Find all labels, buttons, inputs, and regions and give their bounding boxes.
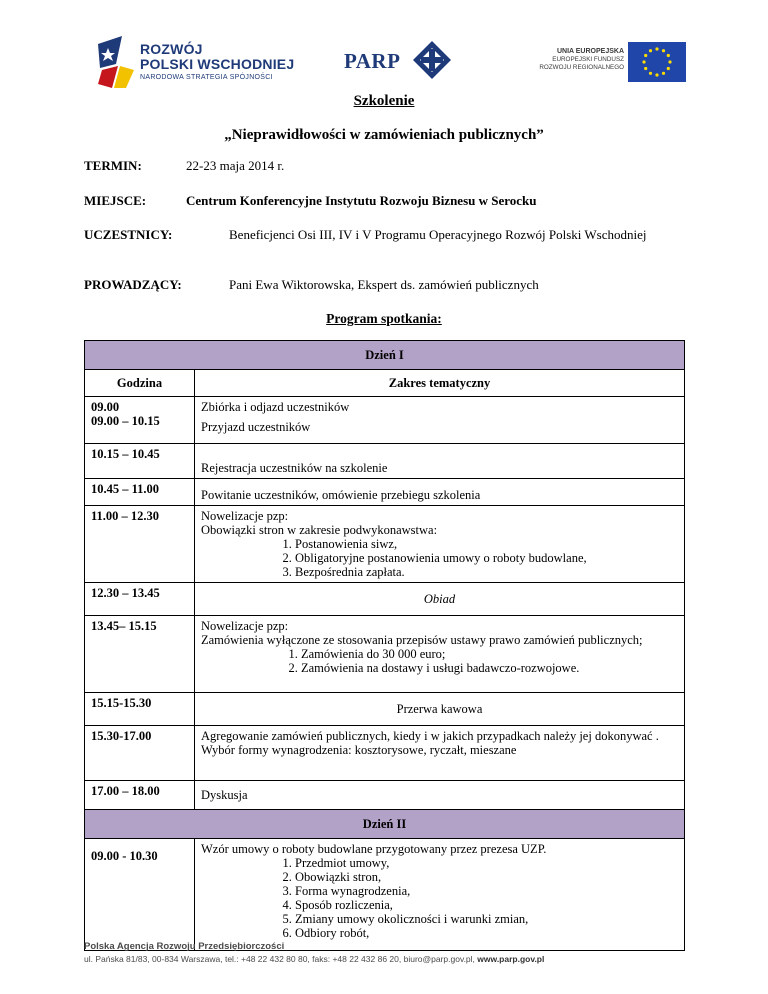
day2-row xyxy=(85,810,685,839)
termin-value: 22-23 maja 2014 r. xyxy=(186,158,285,173)
topic-cell: Obiad xyxy=(195,583,685,616)
list-item: 2. Obowiązki stron, xyxy=(295,870,678,884)
topic-cell: Nowelizacje pzp: xyxy=(201,509,289,523)
rps-line2: POLSKI WSCHODNIEJ xyxy=(140,56,295,72)
miejsce-label: MIEJSCE: xyxy=(84,193,147,208)
topic-cell: Wybór formy wynagrodzenia: kosztorysowe, ryczałt, mieszane xyxy=(201,743,517,757)
table-row xyxy=(85,726,685,781)
topic-cell: Przerwa kawowa xyxy=(195,693,685,726)
topic-cell: Powitanie uczestników, omówienie przebiegu szkolenia xyxy=(195,479,685,506)
eu-logo xyxy=(524,42,686,82)
topic-cell: Rejestracja uczestników na szkolenie xyxy=(195,444,685,479)
table-row xyxy=(85,616,685,693)
parp-logo xyxy=(344,40,464,80)
table-row xyxy=(85,693,685,726)
program-table xyxy=(84,340,685,951)
list-item: 1. Przedmiot umowy, xyxy=(295,856,678,870)
list-item: 5. Zmiany umowy okoliczności i warunki zmian, xyxy=(295,912,678,926)
table-row xyxy=(85,781,685,810)
list-item: 3. Forma wynagrodzenia, xyxy=(295,884,678,898)
time-cell: 09.00 - 10.30 xyxy=(85,839,195,951)
list-item: 1. Zamówienia do 30 000 euro; xyxy=(301,647,678,661)
doc-subtitle: „Nieprawidłowości w zamówieniach publicznych” xyxy=(224,127,544,143)
topic-cell: Przyjazd uczestników xyxy=(201,420,311,434)
topic-list xyxy=(201,647,678,675)
miejsce-value: Centrum Konferencyjne Instytutu Rozwoju Biznesu w Serocku xyxy=(186,193,537,208)
table-row xyxy=(85,479,685,506)
footer xyxy=(84,940,544,966)
topic-list xyxy=(201,856,678,940)
table-row xyxy=(85,444,685,479)
time-cell: 09.00 – 10.15 xyxy=(91,414,160,428)
topic-cell: Agregowanie zamówień publicznych, kiedy i w jakich przypadkach należy jej dokonywać . xyxy=(201,729,659,743)
topic-cell: Zbiórka i odjazd uczestników xyxy=(201,400,350,414)
program-title: Program spotkania: xyxy=(326,311,442,326)
uczestnicy-value: Beneficjenci Osi III, IV i V Programu Operacyjnego Rozwój Polski Wschodniej xyxy=(229,227,647,242)
time-cell: 13.45– 15.15 xyxy=(85,616,195,693)
col-topic-header: Zakres tematyczny xyxy=(195,370,685,397)
list-item: 3. Bezpośrednia zapłata. xyxy=(295,565,678,579)
table-row xyxy=(85,506,685,583)
time-cell: 12.30 – 13.45 xyxy=(85,583,195,616)
termin-label: TERMIN: xyxy=(84,158,142,173)
table-row xyxy=(85,583,685,616)
list-item: 4. Sposób rozliczenia, xyxy=(295,898,678,912)
list-item: 2. Obligatoryjne postanowienia umowy o roboty budowlane, xyxy=(295,551,678,565)
topic-cell: Nowelizacje pzp: xyxy=(201,619,289,633)
col-time-header: Godzina xyxy=(85,370,195,397)
topic-cell: Wzór umowy o roboty budowlane przygotowany przez prezesa UZP. xyxy=(201,842,547,856)
ue-line1: UNIA EUROPEJSKA xyxy=(556,48,624,55)
uczestnicy-label: UCZESTNICY: xyxy=(84,227,173,242)
footer-website-link[interactable]: www.parp.gov.pl xyxy=(477,954,545,964)
time-cell: 15.30-17.00 xyxy=(85,726,195,781)
prowadzacy-value: Pani Ewa Wiktorowska, Ekspert ds. zamówień publicznych xyxy=(229,277,539,292)
column-header-row xyxy=(85,370,685,397)
day1-row xyxy=(85,341,685,370)
ue-line3: ROZWOJU REGIONALNEGO xyxy=(539,64,624,71)
day2-header: Dzień II xyxy=(85,810,685,839)
rps-line3: NARODOWA STRATEGIA SPÓJNOŚCI xyxy=(140,74,273,81)
time-cell: 09.00 xyxy=(91,400,120,414)
time-cell: 10.15 – 10.45 xyxy=(85,444,195,479)
list-item: 1. Postanowienia siwz, xyxy=(295,537,678,551)
rps-emblem-icon xyxy=(96,34,138,90)
day1-header: Dzień I xyxy=(85,341,685,370)
footer-org: Polska Agencja Rozwoju Przedsiębiorczości xyxy=(84,941,285,952)
time-cell: 11.00 – 12.30 xyxy=(85,506,195,583)
time-cell: 10.45 – 11.00 xyxy=(85,479,195,506)
time-cell: 15.15-15.30 xyxy=(85,693,195,726)
topic-list xyxy=(201,537,678,579)
topic-cell: Zamówienia wyłączone ze stosowania przepisów ustawy prawo zamówień publicznych; xyxy=(201,633,643,647)
footer-address: ul. Pańska 81/83, 00-834 Warszawa, tel.: +48 22 432 80 80, faks: +48 22 432 86 20, biuro@parp.gov.pl, xyxy=(84,954,475,964)
parp-text: PARP xyxy=(344,49,401,73)
prowadzacy-label: PROWADZĄCY: xyxy=(84,277,182,292)
table-row xyxy=(85,839,685,951)
topic-cell: Dyskusja xyxy=(195,781,685,810)
topic-cell: Obowiązki stron w zakresie podwykonawstwa: xyxy=(201,523,438,537)
eu-flag-icon xyxy=(628,42,686,82)
doc-title: Szkolenie xyxy=(353,93,415,109)
rps-line1: ROZWÓJ xyxy=(140,41,203,57)
parp-diamond-icon xyxy=(412,40,452,80)
ue-line2: EUROPEJSKI FUNDUSZ xyxy=(552,56,624,63)
table-row xyxy=(85,397,685,444)
time-cell: 17.00 – 18.00 xyxy=(85,781,195,810)
list-item: 6. Odbiory robót, xyxy=(295,926,678,940)
list-item: 2. Zamówienia na dostawy i usługi badawczo-rozwojowe. xyxy=(301,661,678,675)
rozwoj-polski-wschodniej-logo xyxy=(96,34,296,90)
